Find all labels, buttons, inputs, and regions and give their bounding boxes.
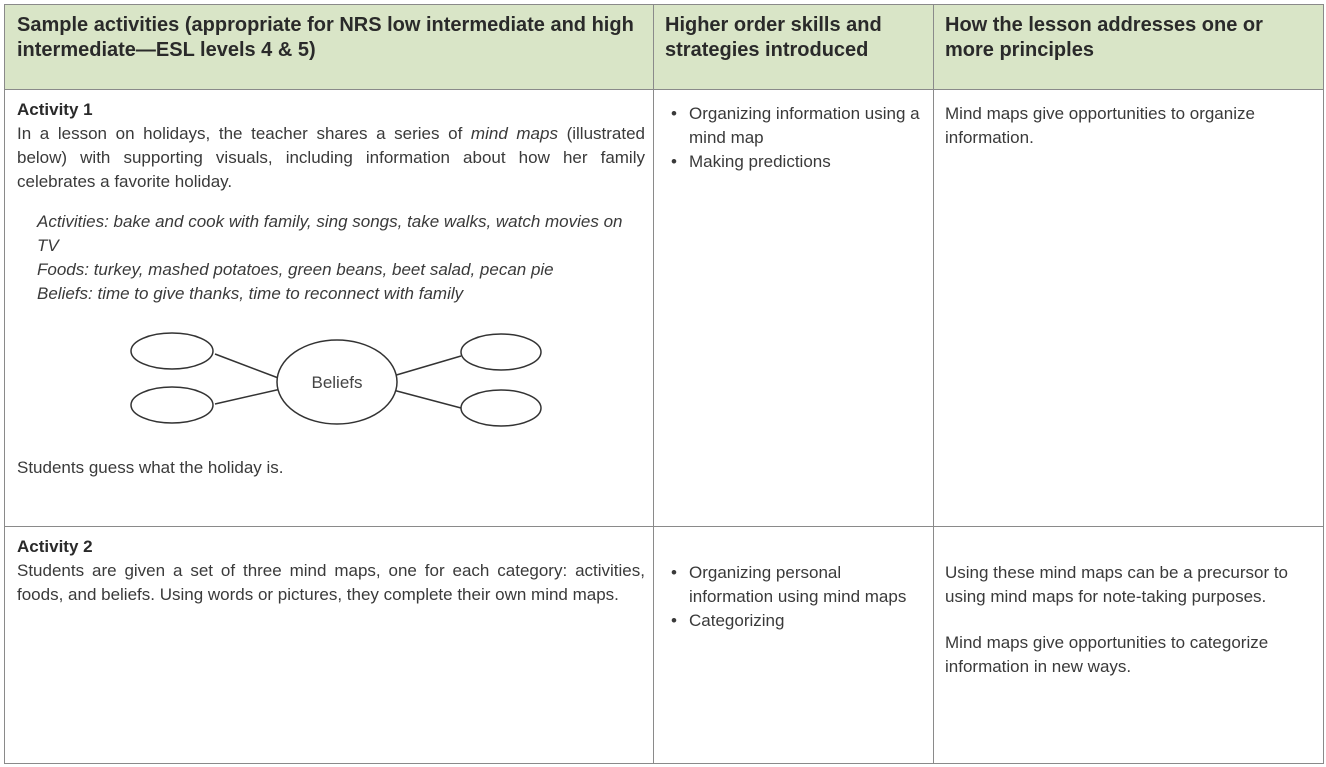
principle-text: Mind maps give opportunities to categorize information in new ways.: [945, 633, 1269, 676]
activity-2-skills-list: [665, 561, 923, 633]
list-item: [665, 150, 923, 174]
activity-2-principles-cell: [933, 527, 1323, 679]
activity-1-principles-cell: [933, 90, 1323, 150]
list-item: [665, 609, 923, 633]
bullet-icon: •: [671, 104, 677, 123]
activity-1-cell: [5, 90, 653, 480]
mind-map-link-bottom-left: [215, 389, 281, 404]
mind-map-node-top-left: [131, 333, 213, 369]
skill-text: Organizing personal information using mind maps: [689, 563, 907, 606]
activity-2-skills-cell: [653, 527, 933, 633]
mind-map-node-bottom-left: [131, 387, 213, 423]
principle-text: Mind maps give opportunities to organize information.: [945, 104, 1255, 147]
activity-1-skills-list: [665, 102, 923, 174]
skill-text: Making predictions: [689, 152, 831, 171]
activity-1-intro-text: In a lesson on holidays, the teacher shares a series of: [17, 124, 471, 143]
mind-map-link-top-left: [215, 354, 281, 379]
list-item: [665, 561, 923, 609]
activity-1-intro-emphasis: mind maps: [470, 124, 558, 143]
table-row-activity-1: [5, 90, 1323, 527]
header-higher-order-skills: Higher order skills and strategies introduced: [665, 14, 882, 61]
bullet-icon: •: [671, 611, 677, 630]
table-row-activity-2: [5, 527, 1323, 763]
example-foods: Foods: turkey, mashed potatoes, green beans, beet salad, pecan pie: [37, 260, 554, 279]
table-header: [5, 5, 1323, 90]
mind-map-center-label: Beliefs: [311, 373, 363, 392]
header-sample-activities: Sample activities (appropriate for NRS low intermediate and high intermediate—ESL levels 4 & 5): [17, 14, 634, 61]
header-principles: How the lesson addresses one or more principles: [945, 14, 1263, 61]
skill-text: Categorizing: [689, 611, 785, 630]
activity-1-title: Activity 1: [17, 100, 93, 119]
mind-map-node-top-right: [461, 334, 541, 370]
bullet-icon: •: [671, 152, 677, 171]
mind-map-diagram: [121, 324, 561, 434]
bullet-icon: •: [671, 563, 677, 582]
example-beliefs: Beliefs: time to give thanks, time to reconnect with family: [37, 284, 464, 303]
activity-1-intro: [17, 122, 645, 194]
mind-map-link-bottom-right: [393, 390, 461, 408]
activities-table: [4, 4, 1324, 764]
mind-map-node-bottom-right: [461, 390, 541, 426]
list-item: [665, 102, 923, 150]
principle-text: Using these mind maps can be a precursor to using mind maps for note-taking purposes.: [945, 563, 1289, 606]
activity-1-skills-cell: [653, 90, 933, 174]
example-activities: Activities: bake and cook with family, sing songs, take walks, watch movies on TV: [37, 212, 623, 255]
activity-1-conclusion: Students guess what the holiday is.: [17, 458, 284, 477]
activity-1-intro-text-continued: (illustrated below) with supporting visuals, including information about how her family celebrates a favorite holiday.: [17, 124, 646, 191]
activity-2-cell: [5, 527, 653, 607]
activity-2-title: Activity 2: [17, 537, 93, 556]
mind-map-link-top-right: [393, 356, 461, 376]
skill-text: Organizing information using a mind map: [689, 104, 920, 147]
activity-2-description: Students are given a set of three mind maps, one for each category: activities, foods, and beliefs. Using words or pictures, they complete their own mind maps.: [17, 561, 645, 604]
